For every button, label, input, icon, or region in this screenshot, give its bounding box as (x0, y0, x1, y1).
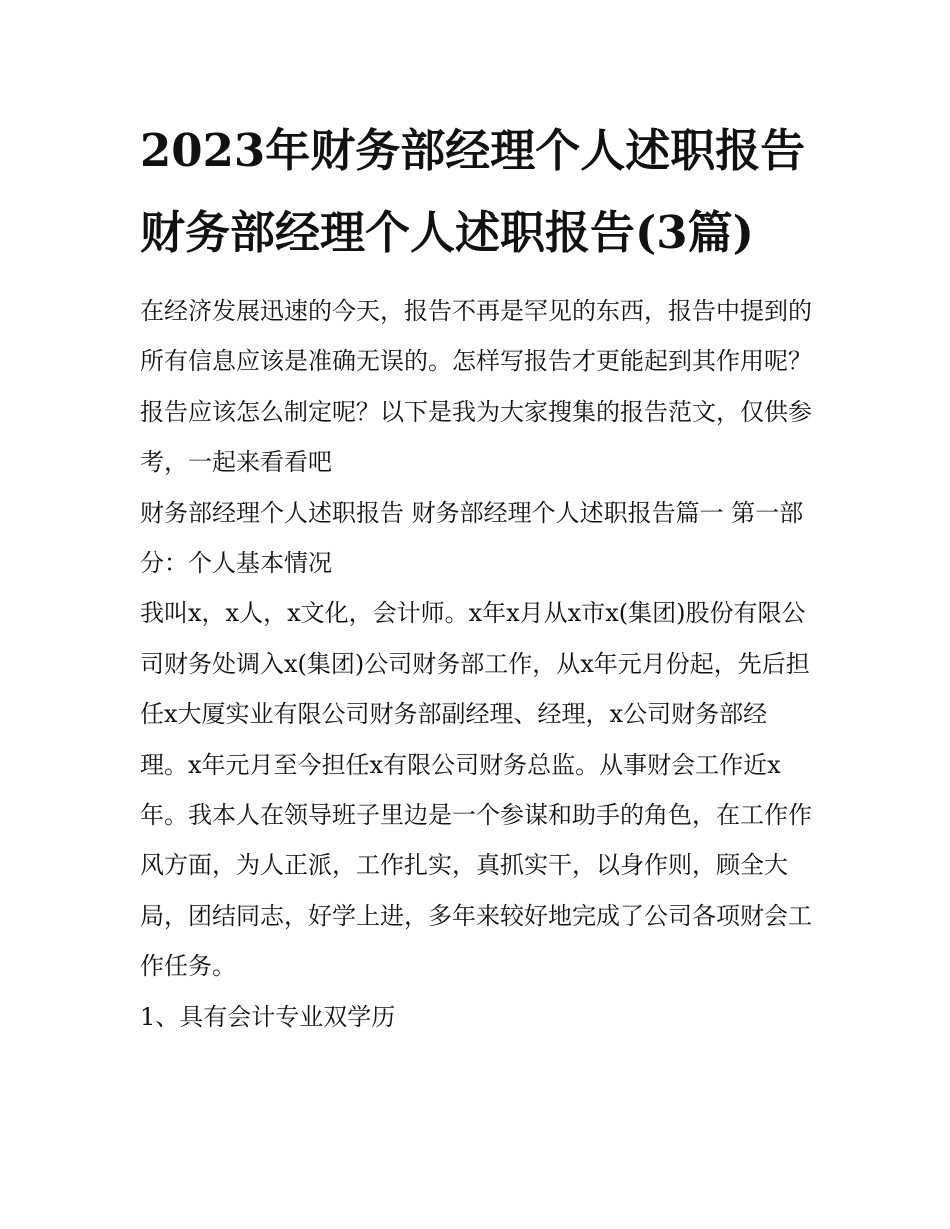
intro-paragraph: 在经济发展迅速的今天，报告不再是罕见的东西，报告中提到的所有信息应该是准确无误的。怎样写报告才更能起到其作用呢？报告应该怎么制定呢？以下是我为大家搜集的报告范文，仅供参考，一起来看看吧 (140, 297, 812, 477)
document-title: 2023年财务部经理个人述职报告 财务部经理个人述职报告(3篇) (140, 124, 806, 259)
document-page (140, 110, 812, 1042)
document-body (140, 286, 812, 1042)
list-item-paragraph: 1、具有会计专业双学历 (140, 1002, 396, 1031)
section-heading-paragraph: 财务部经理个人述职报告 财务部经理个人述职报告篇一 第一部分：个人基本情况 (140, 498, 804, 578)
personal-info-paragraph: 我叫x，x人，x文化，会计师。x年x月从x市x(集团)股份有限公司财务处调入x(集团)公司财务部工作，从x年元月份起，先后担任x大厦实业有限公司财务部副经理、经理，x公司财务部经理。x年元月至今担任x有限公司财务总监。从事财会工作近x年。我本人在领导班子里边是一个参谋和助手的角色，在工作作风方面，为人正派，工作扎实，真抓实干，以身作则，顾全大局，团结同志，好学上进，多年来较好地完成了公司各项财会工作任务。 (140, 599, 812, 981)
